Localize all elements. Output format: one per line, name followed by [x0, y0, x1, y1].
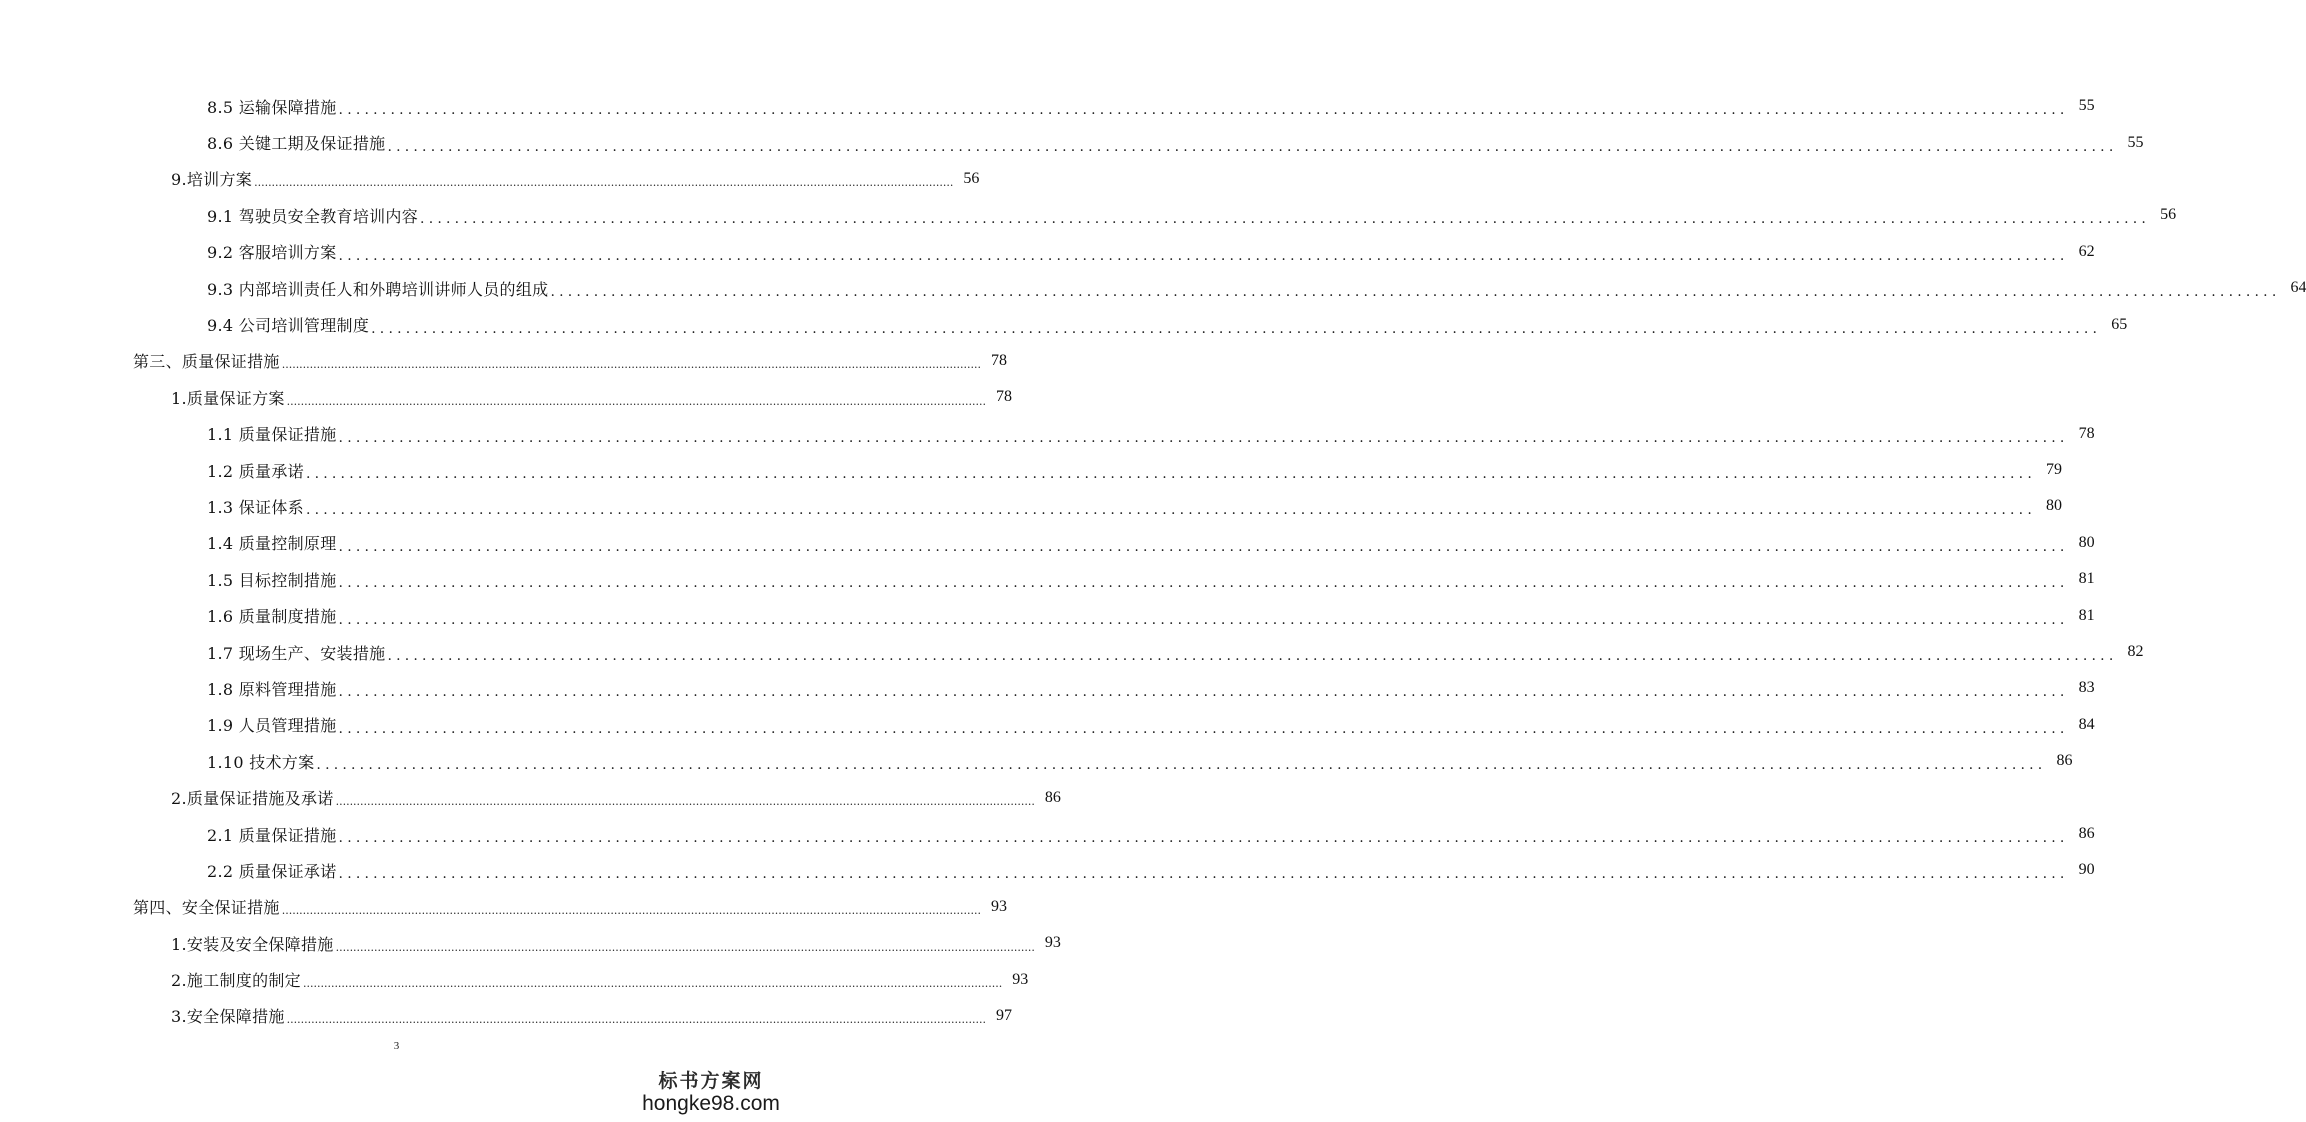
toc-entry[interactable]: [0, 816, 2095, 852]
toc-entry-title: 第四、安全保证措施: [133, 898, 280, 918]
toc-entry-title: 8.6 关键工期及保证措施: [207, 134, 386, 154]
toc-entry-title: 1.5 目标控制措施: [207, 570, 337, 590]
toc-dot-leader: ........................................................................................................................................................................................................: [335, 940, 1035, 954]
watermark-url: hongke98.com: [642, 1092, 780, 1115]
toc-entry-page: 78: [996, 388, 1012, 406]
toc-entry-page: 81: [2078, 606, 2095, 624]
watermark-title: 标书方案网: [658, 1070, 764, 1092]
toc-entry-title: 2.2 质量保证承诺: [207, 861, 337, 881]
toc-entry[interactable]: [0, 197, 2177, 233]
toc-entry-title: 1.质量保证方案: [171, 388, 285, 408]
toc-entry-title: 9.培训方案: [171, 170, 253, 190]
toc-entry-page: 97: [996, 1006, 1012, 1024]
toc-entry-page: 86: [2056, 752, 2073, 770]
toc-entry-title: 1.9 人员管理措施: [207, 716, 337, 736]
toc-entry[interactable]: [0, 161, 980, 197]
toc-dot-leader: ........................................................................................................................................................................................................: [338, 102, 2069, 119]
toc-dot-leader: ........................................................................................................................................................................................................: [305, 466, 2036, 483]
toc-dot-leader: ........................................................................................................................................................................................................: [338, 684, 2069, 701]
toc-entry[interactable]: [0, 525, 2095, 561]
toc-entry-page: 93: [1012, 970, 1029, 988]
toc-dot-leader: ........................................................................................................................................................................................................: [335, 795, 1035, 809]
toc-entry[interactable]: [0, 452, 2062, 488]
toc-entry-page: 84: [2078, 715, 2095, 733]
toc-entry-page: 93: [991, 897, 1008, 915]
toc-entry-page: 93: [1044, 934, 1061, 952]
toc-entry-title: 1.6 质量制度措施: [207, 607, 337, 627]
toc-entry[interactable]: [0, 561, 2095, 597]
toc-entry-page: 81: [2078, 570, 2095, 588]
toc-entry-title: 3.安全保障措施: [171, 1007, 285, 1027]
toc-entry-page: 80: [2078, 533, 2095, 551]
watermark-logo: [641, 1070, 781, 1116]
toc-entry-page: 65: [2111, 315, 2128, 333]
toc-dot-leader: ........................................................................................................................................................................................................: [371, 320, 2102, 337]
toc-entry[interactable]: [0, 124, 2144, 160]
toc-entry[interactable]: [0, 743, 2073, 779]
toc-entry-title: 9.4 公司培训管理制度: [207, 316, 370, 336]
toc-dot-leader: ........................................................................................................................................................................................................: [286, 1013, 986, 1027]
toc-dot-leader: ........................................................................................................................................................................................................: [387, 138, 2118, 155]
toc-entry-title: 1.4 质量控制原理: [207, 534, 337, 554]
toc-entry-title: 1.1 质量保证措施: [207, 425, 337, 445]
toc-entry[interactable]: [0, 925, 1061, 961]
toc-entry-page: 55: [2127, 133, 2144, 151]
toc-dot-leader: ........................................................................................................................................................................................................: [338, 429, 2069, 446]
toc-dot-leader: ........................................................................................................................................................................................................: [281, 358, 982, 372]
toc-entry-title: 1.7 现场生产、安装措施: [207, 643, 386, 663]
toc-dot-leader: ........................................................................................................................................................................................................: [338, 611, 2069, 628]
toc-entry[interactable]: [0, 670, 2095, 706]
toc-entry-title: 2.质量保证措施及承诺: [171, 789, 334, 809]
toc-entry-page: 82: [2127, 643, 2144, 661]
toc-entry-page: 64: [2290, 279, 2306, 297]
toc-entry[interactable]: [0, 343, 1008, 379]
toc-entry-title: 1.3 保证体系: [207, 497, 304, 517]
toc-entry-page: 78: [991, 351, 1008, 369]
toc-entry-title: 9.3 内部培训责任人和外聘培训讲师人员的组成: [207, 279, 549, 299]
toc-dot-leader: ........................................................................................................................................................................................................: [387, 648, 2118, 665]
toc-entry-page: 55: [2078, 97, 2095, 115]
toc-dot-leader: ........................................................................................................................................................................................................: [302, 977, 1003, 991]
toc-entry-title: 第三、质量保证措施: [133, 352, 280, 372]
toc-entry-title: 2.1 质量保证措施: [207, 825, 337, 845]
toc-entry[interactable]: [0, 597, 2095, 633]
toc-entry[interactable]: [0, 889, 1008, 925]
toc-entry[interactable]: [0, 961, 1029, 997]
toc-entry-title: 1.2 质量承诺: [207, 461, 304, 481]
toc-dot-leader: ........................................................................................................................................................................................................: [305, 502, 2036, 519]
toc-dot-leader: ........................................................................................................................................................................................................: [281, 904, 982, 918]
toc-entry-title: 1.安装及安全保障措施: [171, 934, 334, 954]
toc-dot-leader: ........................................................................................................................................................................................................: [338, 538, 2069, 555]
toc-dot-leader: ........................................................................................................................................................................................................: [338, 247, 2069, 264]
toc-entry[interactable]: [0, 998, 1012, 1034]
toc-dot-leader: ........................................................................................................................................................................................................: [550, 284, 2281, 301]
toc-entry-page: 86: [2078, 825, 2095, 842]
toc-entry[interactable]: [0, 488, 2062, 524]
toc-entry-title: 9.2 客服培训方案: [207, 243, 337, 263]
toc-entry[interactable]: [0, 852, 2095, 888]
toc-entry[interactable]: [0, 379, 1012, 415]
toc-entry-title: 1.8 原料管理措施: [207, 679, 337, 699]
toc-entry[interactable]: [0, 707, 2095, 743]
toc-entry-page: 56: [963, 169, 980, 187]
toc-entry-page: 78: [2078, 424, 2095, 442]
table-of-contents: [0, 88, 2306, 1034]
toc-dot-leader: ........................................................................................................................................................................................................: [420, 211, 2151, 228]
toc-dot-leader: ........................................................................................................................................................................................................: [338, 830, 2069, 846]
toc-entry-page: 80: [2045, 497, 2062, 515]
toc-entry-title: 8.5 运输保障措施: [207, 97, 337, 117]
toc-dot-leader: ........................................................................................................................................................................................................: [338, 575, 2069, 592]
toc-entry[interactable]: [0, 634, 2144, 670]
toc-entry-title: 1.10 技术方案: [207, 752, 315, 772]
toc-entry-title: 9.1 驾驶员安全教育培训内容: [207, 206, 419, 226]
toc-entry-page: 90: [2078, 861, 2095, 879]
toc-dot-leader: ........................................................................................................................................................................................................: [254, 176, 954, 190]
toc-entry[interactable]: [0, 416, 2095, 452]
toc-entry-page: 83: [2078, 679, 2095, 697]
toc-entry-page: 56: [2160, 206, 2177, 224]
toc-entry-page: 86: [1044, 788, 1061, 806]
toc-entry[interactable]: [0, 270, 2306, 306]
toc-dot-leader: ........................................................................................................................................................................................................: [316, 757, 2047, 774]
toc-entry-page: 79: [2045, 461, 2062, 479]
toc-dot-leader: ........................................................................................................................................................................................................: [286, 394, 986, 408]
page-number: 3: [393, 1040, 400, 1052]
toc-entry[interactable]: [0, 306, 2128, 342]
toc-entry-title: 2.施工制度的制定: [171, 971, 301, 991]
toc-entry[interactable]: [0, 88, 2095, 124]
toc-entry[interactable]: [0, 779, 1061, 815]
toc-entry[interactable]: [0, 234, 2095, 270]
toc-dot-leader: ........................................................................................................................................................................................................: [338, 866, 2069, 883]
toc-entry-page: 62: [2078, 242, 2095, 260]
toc-dot-leader: ........................................................................................................................................................................................................: [338, 720, 2069, 737]
